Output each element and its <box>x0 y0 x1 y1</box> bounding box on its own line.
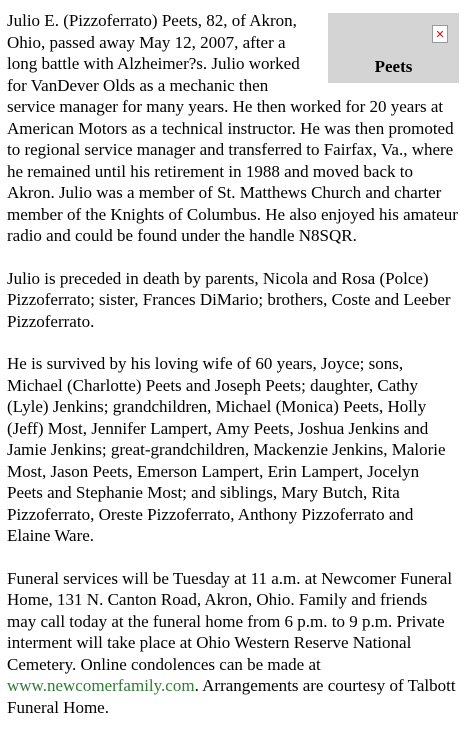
paragraph-survived: He is survived by his loving wife of 60 years, Joyce; sons, Michael (Charlotte) Peets and Joseph Peets; daughter, Cathy (Lyle) Jenkins; grandchildren, Michael (Monica) Peets, Holly (Jeff) Most, Jennifer Lampert, Amy Peets, Joshua Jenkins and Jamie Jenkins; great-grandchildren, Mackenzie Jenkins, Malorie Most, Jason Peets, Emerson Lampert, Erin Lampert, Jocelyn Peets and Stephanie Most; and siblings, Mary Butch, Rita Pizzoferrato, Oreste Pizzoferrato, Anthony Pizzoferrato and Elaine Ware. <box>7 354 446 545</box>
broken-image-glyph: ✕ <box>435 27 445 41</box>
broken-image-icon <box>432 25 448 43</box>
services-text: Funeral services will be Tuesday at 11 a.m. at Newcomer Funeral Home, 131 N. Canton Road, Akron, Ohio. Family and friends may call today at the funeral home from 6 p.m. to 9 p.m. Private interment will take place at Ohio Western Reserve National Cemetery. Online condolences can be made at <box>7 568 453 674</box>
photo-caption: Peets <box>374 57 413 76</box>
paragraph-preceded: Julio is preceded in death by parents, Nicola and Rosa (Polce) Pizzoferrato; sister, Frances DiMario; brothers, Coste and Leeber Pizzoferrato. <box>7 268 451 331</box>
obituary-article <box>7 10 459 739</box>
paragraph-biography: Julio E. (Pizzoferrato) Peets, 82, of Akron, Ohio, passed away May 12, 2007, after a long battle with Alzheimer?s. Julio worked for VanDever Olds as a mechanic then service manager for many years. He then worked for 20 years at American Motors as a technical instructor. He was then promoted to regional service manager and transferred to Fairfax, Va., where he remained until his retirement in 1988 and moved back to Akron. Julio was a member of St. Matthews Church and charter member of the Knights of Columbus. He also enjoyed his amateur radio and could be found under the handle N8SQR. <box>7 11 458 245</box>
newcomer-family-link[interactable]: www.newcomerfamily.com <box>7 676 195 695</box>
services-text-end: . Arrangements are courtesy of Talbott Funeral Home. <box>7 676 456 717</box>
paragraph-services <box>7 568 459 719</box>
photo-placeholder <box>328 13 459 83</box>
